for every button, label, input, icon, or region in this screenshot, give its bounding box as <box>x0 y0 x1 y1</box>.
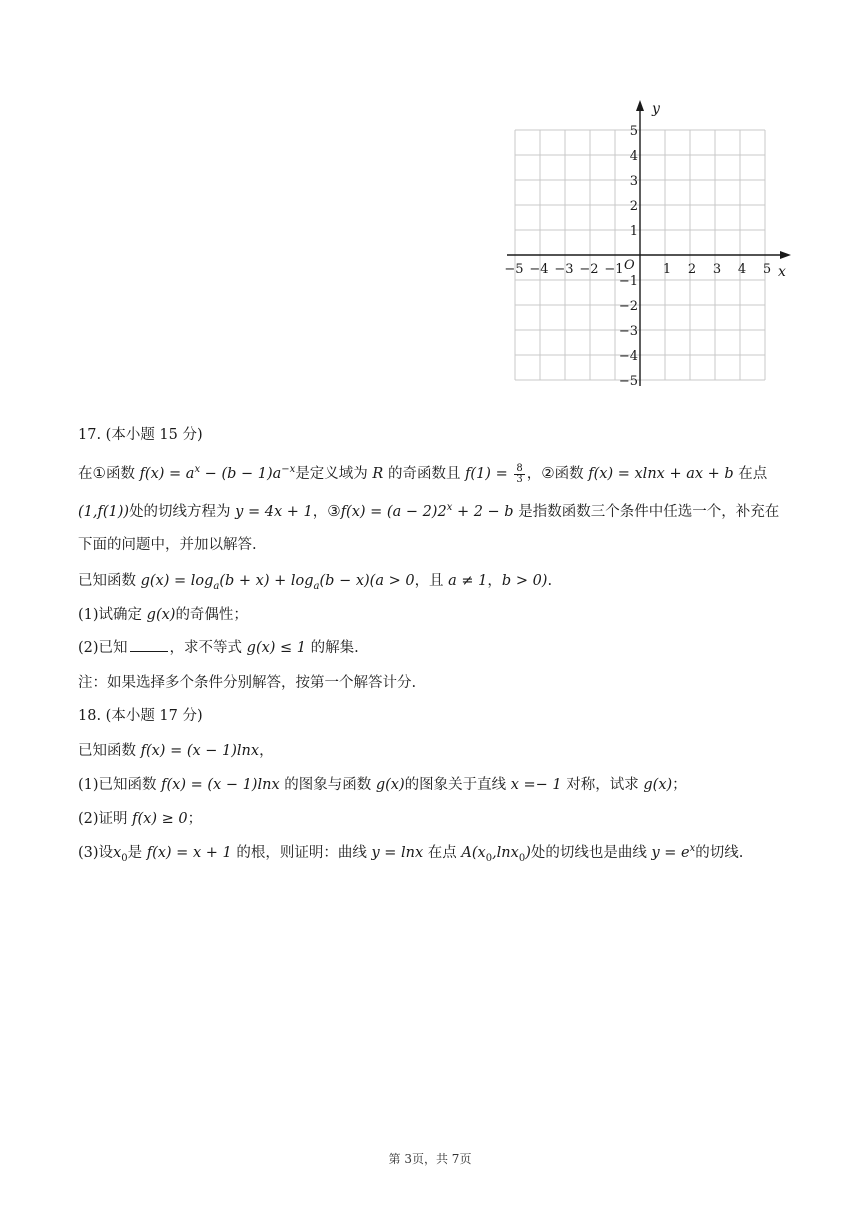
x-tick-label: −2 <box>579 262 599 277</box>
x-tick-label: −3 <box>554 262 574 277</box>
fill-in-blank <box>130 639 168 652</box>
x-tick-label: −1 <box>604 262 624 277</box>
x-tick-label: 1 <box>662 262 672 277</box>
circled-one: ① <box>92 464 106 482</box>
fraction-denominator: 3 <box>516 473 523 485</box>
q18-p3-f: y = lnx <box>371 845 424 861</box>
q17-p2-c: g(x) ≤ 1 <box>246 640 307 656</box>
q17-part-1 <box>78 605 248 625</box>
q18-p1-e: 的图象关于直线 <box>404 777 511 793</box>
q18-l1-c: ， <box>259 743 274 759</box>
q18-p3-h-sub1: 0 <box>485 852 493 864</box>
q17-l1-d: 的奇函数且 <box>383 466 466 482</box>
q17-note: 注：如果选择多个条件分别解答，按第一个解答计分. <box>78 675 417 691</box>
q17-l4-i: . <box>547 573 553 589</box>
q18-p3-j-sup: x <box>689 843 696 855</box>
q18-l1-b: f(x) = (x − 1)lnx <box>140 743 260 759</box>
q18-p3-h: A(x <box>461 845 486 861</box>
q17-l2-f: + 2 − b <box>452 504 514 520</box>
q18-p3-a: (3)设 <box>78 845 114 861</box>
y-tick-label: 5 <box>629 124 638 139</box>
y-axis-arrow-icon <box>636 100 644 111</box>
q18-p3-k: 的切线. <box>695 845 744 861</box>
q18-p3-h2: ,lnx <box>492 845 519 861</box>
q17-p2-b: ，求不等式 <box>169 640 247 656</box>
q17-l1-sup2: −x <box>281 464 296 476</box>
fraction-eight-thirds <box>514 464 524 485</box>
q17-p1-a: (1)试确定 <box>78 607 147 623</box>
y-tick-label: 1 <box>629 224 638 239</box>
axes <box>507 100 791 386</box>
q18-p1-f: x =− 1 <box>510 777 562 793</box>
q17-l2-c: y = 4x + 1 <box>235 504 313 520</box>
q17-p2-d: 的解集. <box>306 640 359 656</box>
circled-two: ② <box>541 464 555 482</box>
q18-p1-d: g(x) <box>375 777 405 793</box>
y-tick-label: −1 <box>618 274 638 289</box>
q17-l4-sub2: a <box>313 580 320 592</box>
q17-l1-c: 是定义域为 <box>295 466 373 482</box>
q17-l2-d: ， <box>312 504 328 520</box>
q18-function-definition <box>78 741 274 761</box>
q17-p1-b: g(x) <box>146 607 176 623</box>
q17-l4-b: g(x) = log <box>140 573 214 589</box>
q18-p1-c: 的图象与函数 <box>279 777 376 793</box>
q17-l4-f: a ≠ 1 <box>448 573 488 589</box>
q17-l2-sup: x <box>446 502 453 514</box>
q17-l1-e: ， <box>526 466 542 482</box>
y-tick-label: 4 <box>629 149 638 164</box>
q18-p3-g: 在点 <box>423 845 462 861</box>
q17-l4-d: (b − x)(a > 0 <box>319 573 415 589</box>
q17-l2-g: 是指数函数三个条件中任选一个，补充在 <box>513 504 780 520</box>
x-tick-label: 4 <box>737 262 747 277</box>
origin-label: O <box>624 258 635 273</box>
q18-p1-a: (1)已知函数 <box>78 777 162 793</box>
x-tick-label: −5 <box>504 262 524 277</box>
q17-condition-line-1 <box>78 463 767 485</box>
q18-l1-a: 已知函数 <box>78 743 141 759</box>
q18-p1-g: 对称，试求 <box>561 777 644 793</box>
q17-l4-c: (b + x) + log <box>219 573 314 589</box>
q17-l1-a: 在 <box>78 466 93 482</box>
q18-part-1 <box>78 775 687 795</box>
q18-p3-h-sub2: 0 <box>518 852 526 864</box>
y-tick-label: −5 <box>618 374 638 389</box>
q17-function-definition <box>78 571 552 591</box>
y-tick-label: 2 <box>629 199 638 214</box>
q18-header: 18. (本小题 17 分) <box>78 708 203 724</box>
q17-p1-c: 的奇偶性； <box>175 607 248 623</box>
q17-l1-mid: − (b − 1)a <box>200 466 282 482</box>
q17-l1-sup1: x <box>194 464 201 476</box>
y-tick-label: −3 <box>618 324 638 339</box>
q17-l4-a: 已知函数 <box>78 573 141 589</box>
q18-p3-j: y = e <box>651 845 690 861</box>
y-tick-label: 3 <box>629 174 638 189</box>
q18-p3-b-sub: 0 <box>121 852 128 864</box>
q17-l4-sub1: a <box>213 580 220 592</box>
q17-l2-a: (1,f(1)) <box>78 504 130 520</box>
q17-condition-line-3: 下面的问题中，并加以解答. <box>78 537 257 553</box>
x-tick-label: 5 <box>762 262 772 277</box>
q18-p1-b: f(x) = (x − 1)lnx <box>161 777 280 793</box>
q17-l1-R: R <box>372 466 384 482</box>
coordinate-grid-figure <box>497 100 797 392</box>
q18-p1-h: g(x) <box>643 777 673 793</box>
q18-p3-i: 处的切线也是曲线 <box>530 845 652 861</box>
q17-l4-h: b > 0) <box>501 573 548 589</box>
q17-l1-f1: f(1) = <box>465 466 513 482</box>
q17-header: 17. (本小题 15 分) <box>78 427 203 443</box>
q17-l1-g: 函数 <box>554 466 589 482</box>
q18-p1-i: ； <box>672 777 687 793</box>
q17-l1-i: 在点 <box>733 466 768 482</box>
q18-p2-c: ； <box>187 811 203 827</box>
q17-l2-e: f(x) = (a − 2)2 <box>340 504 447 520</box>
q17-l1-h: f(x) = xlnx + ax + b <box>588 466 734 482</box>
q18-p3-c: 是 <box>127 845 147 861</box>
q18-p3-h3: ) <box>525 845 531 861</box>
x-axis-arrow-icon <box>780 251 791 259</box>
x-axis-label: x <box>778 264 786 280</box>
q18-part-2 <box>78 809 202 829</box>
y-tick-label: −2 <box>618 299 638 314</box>
y-axis-label: y <box>652 101 660 117</box>
q17-l1-f: f(x) = a <box>139 466 195 482</box>
x-tick-label: 2 <box>687 262 697 277</box>
q18-p3-d: f(x) = x + 1 <box>146 845 232 861</box>
q18-p2-a: (2)证明 <box>78 811 133 827</box>
q18-p3-b: x <box>113 845 122 861</box>
q18-part-3 <box>78 843 743 863</box>
y-tick-label: −4 <box>618 349 638 364</box>
q17-l2-b: 处的切线方程为 <box>129 504 236 520</box>
x-tick-label: −4 <box>529 262 549 277</box>
q17-l1-b: 函数 <box>105 466 140 482</box>
q18-p2-b: f(x) ≥ 0 <box>132 811 188 827</box>
y-tick-labels <box>619 124 638 389</box>
x-tick-label: 3 <box>712 262 722 277</box>
fraction-numerator: 8 <box>516 462 523 474</box>
circled-three: ③ <box>327 502 341 520</box>
q17-l4-g: ， <box>487 573 502 589</box>
q17-l4-e: ，且 <box>414 573 449 589</box>
q17-part-2 <box>78 638 359 658</box>
q18-p3-e: 的根，则证明：曲线 <box>231 845 372 861</box>
q17-p2-a: (2)已知 <box>78 640 128 656</box>
q17-condition-line-2 <box>78 501 779 522</box>
page-footer: 第 3页，共 7页 <box>388 1152 472 1166</box>
